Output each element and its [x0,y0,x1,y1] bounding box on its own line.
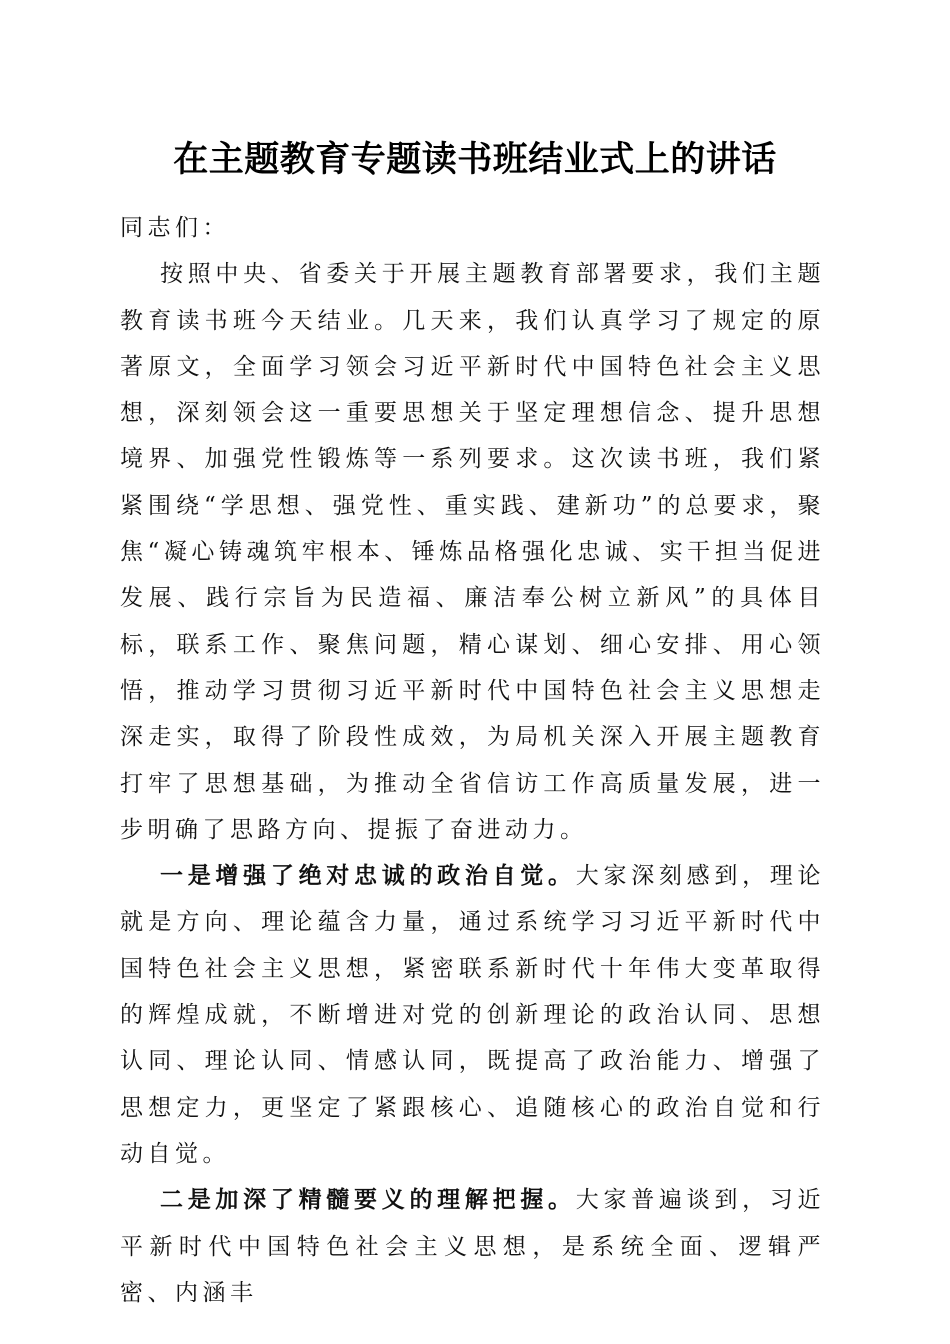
salutation: 同志们： [120,215,230,241]
paragraph-intro [120,251,825,853]
paragraph-lead: 二是加深了精髓要义的理解把握。 [160,1186,576,1214]
paragraph-lead: 一是增强了绝对忠诚的政治自觉。 [160,862,576,890]
paragraph-text: 大家普遍谈到，习近平新时代中国特色社会主义思想，是系统全面、逻辑严密、内涵丰 [120,1187,826,1306]
paragraph-text: 大家深刻感到，理论就是方向、理论蕴含力量，通过系统学习习近平新时代中国特色社会主义思想，紧密联系新时代十年伟大变革取得的辉煌成就，不断增进对党的创新理论的政治认同、思想认同、理论认同、情感认同，既提高了政治能力、增强了思想定力，更坚定了紧跟核心、追随核心的政治自觉和行动自觉。 [120,863,826,1167]
paragraph-text: 按照中央、省委关于开展主题教育部署要求，我们主题教育读书班今天结业。几天来，我们认真学习了规定的原著原文，全面学习领会习近平新时代中国特色社会主义思想，深刻领会这一重要思想关于坚定理想信念、提升思想境界、加强党性锻炼等一系列要求。这次读书班，我们紧紧围绕“学思想、强党性、重实践、建新功”的总要求，聚焦“凝心铸魂筑牢根本、锤炼品格强化忠诚、实干担当促进发展、践行宗旨为民造福、廉洁奉公树立新风”的具体目标，联系工作、聚焦问题，精心谋划、细心安排、用心领悟，推动学习贯彻习近平新时代中国特色社会主义思想走深走实，取得了阶段性成效，为局机关深入开展主题教育打牢了思想基础，为推动全省信访工作高质量发展，进一步明确了思路方向、提振了奋进动力。 [120,261,825,843]
paragraph-point-two [120,1177,825,1316]
document-body [120,205,825,1316]
paragraph-point-one [120,853,825,1177]
document-title: 在主题教育专题读书班结业式上的讲话 [173,139,777,180]
